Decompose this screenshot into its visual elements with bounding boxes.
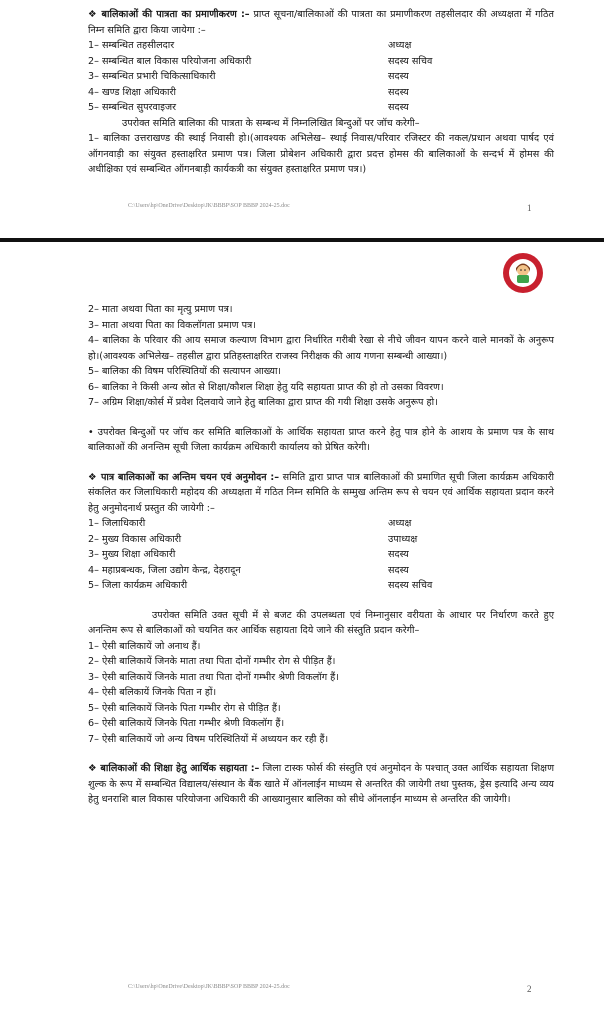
- document-page-2: [0, 242, 604, 1024]
- committee-role: सदस्य: [388, 102, 409, 113]
- forwarding-note: • उपरोक्त बिन्दुओं पर जॉच कर समिति बालिकाओं के आर्थिक सहायता प्राप्त करने हेतु पात्र होने के आशय के प्रमाण पत्र के साथ बालिकाओं की अनन्तिम सूची जिला कार्यक्रम अधिकारी कार्यालय को प्रेषित करेगी।: [88, 426, 554, 453]
- committee-row: [88, 547, 554, 563]
- tehsil-committee-list: [88, 38, 554, 116]
- committee-member: 3– मुख्य शिक्षा अधिकारी: [88, 549, 176, 560]
- financial-aid-section: [88, 761, 554, 808]
- committee-role: सदस्य: [388, 549, 409, 560]
- committee-member: 1– जिलाधिकारी: [88, 518, 146, 529]
- beti-bachao-logo-icon: [502, 252, 544, 294]
- committee-row: [88, 532, 554, 548]
- selection-intro: समिति द्वारा प्राप्त पात्र बालिकाओं की प्रमाणित सूची जिला कार्यक्रम अधिकारी संकलित कर जिलाधिकारी महोदय की अध्यक्षता में गठित निम्न समिति के सम्मुख अन्तिम रूप से चयन एवं आर्थिक सहायता प्रदान करने हेतु अनुमोदनार्थ प्रस्तुत की जायेगी :–: [88, 471, 554, 514]
- verification-point-1: 1– बालिका उत्तराखण्ड की स्थाई निवासी हो।(आवश्यक अभिलेख– स्थाई निवास/परिवार रजिस्टर की नकल/प्रधान अथवा पार्षद एवं ऑगनवाड़ी का संयुक्त हस्ताक्षरित प्रमाण पत्र। जिला प्रोबेशन अधिकारी द्वारा प्रदत्त होमस की बालिकाओं के सन्दर्भ में होमस की अधीक्षिका एवं सम्बन्धित ऑगनबाड़ी कार्यकत्री का संयुक्त हस्ताक्षरित प्रमाण पत्र।): [88, 133, 554, 175]
- footer-file-path: C:\Users\hp\OneDrive\Desktop\JK\BBBP\SOP BBBP 2024-25.doc: [128, 984, 290, 990]
- verification-points-list: [88, 302, 554, 411]
- priority-item: 5– ऐसी बालिकायें जिनके पिता गम्भीर रोग से पीड़ित हैं।: [88, 702, 281, 714]
- priority-item: 4– ऐसी बलिकायें जिनके पिता न हों।: [88, 687, 217, 698]
- committee-role: सदस्य सचिव: [388, 55, 433, 67]
- verification-intro: उपरोक्त समिति बालिका की पात्रता के सम्बन्ध में निम्नलिखित बिन्दुओं पर जॉच करेगी–: [122, 117, 420, 129]
- verification-point: 6– बालिका ने किसी अन्य स्रोत से शिक्षा/कौशल शिक्षा हेतु यदि सहायता प्राप्त की हो तो उसका विवरण।: [88, 381, 444, 393]
- committee-role: उपाध्यक्ष: [388, 533, 418, 545]
- committee-member: 5– सम्बन्धित सुपरवाइजर: [88, 102, 177, 113]
- committee-role: अध्यक्ष: [388, 518, 412, 529]
- committee-row: [88, 38, 554, 54]
- priority-list: [88, 639, 554, 748]
- selection-section: [88, 470, 554, 517]
- committee-row: [88, 69, 554, 85]
- footer-file-path: C:\Users\hp\OneDrive\Desktop\JK\BBBP\SOP BBBP 2024-25.doc: [128, 203, 290, 209]
- page-1-content: [88, 7, 554, 178]
- committee-row: [88, 563, 554, 579]
- committee-role: सदस्य सचिव: [388, 580, 433, 591]
- eligibility-intro: प्राप्त सूचना/बालिकाओं की पात्रता का प्रमाणीकरण तहसीलदार की अध्यक्षता में गठित निम्न समिति द्वारा किया जायेगा :–: [88, 9, 554, 36]
- page-number: 2: [527, 984, 532, 994]
- priority-item: 7– ऐसी बालिकायें जो अन्य विषम परिस्थितियों में अध्ययन कर रही हैं।: [88, 733, 329, 745]
- committee-member: 3– सम्बन्धित प्रभारी चिकित्साधिकारी: [88, 71, 216, 82]
- committee-member: 4– महाप्रबन्धक, जिला उद्योग केन्द्र, देहरादून: [88, 564, 241, 576]
- committee-role: सदस्य: [388, 86, 409, 98]
- committee-member: 2– मुख्य विकास अधिकारी: [88, 533, 182, 545]
- document-page-1: [0, 0, 604, 238]
- committee-member: 4– खण्ड शिक्षा अधिकारी: [88, 86, 176, 98]
- committee-member: 1– सम्बन्धित तहसीलदार: [88, 40, 175, 51]
- eligibility-section: [88, 7, 554, 38]
- verification-point: 5– बालिका की विषम परिस्थितियों की सत्यापन आख्या।: [88, 366, 282, 377]
- priority-item: 1– ऐसी बालिकायें जो अनाथ हैं।: [88, 640, 201, 652]
- priority-item: 3– ऐसी बालिकायें जिनके माता तथा पिता दोनों गम्भीर श्रेणी विकलॉग हैं।: [88, 671, 339, 683]
- committee-role: सदस्य: [388, 564, 409, 576]
- committee-member: 5– जिला कार्यक्रम अधिकारी: [88, 580, 188, 591]
- page-number: 1: [527, 203, 532, 213]
- selection-heading: ❖ पात्र बालिकाओं का अन्तिम चयन एवं अनुमोदन :–: [88, 471, 280, 483]
- committee-member: 2– सम्बन्धित बाल विकास परियोजना अधिकारी: [88, 55, 252, 67]
- priority-item: 2– ऐसी बालिकायें जिनके माता तथा पिता दोनों गम्भीर रोग से पीड़ित हैं।: [88, 656, 336, 667]
- committee-row: [88, 85, 554, 101]
- verification-point: 7– अग्रिम शिक्षा/कोर्स में प्रवेश दिलवाये जाने हेतु बालिका द्वारा प्राप्त की गयी शिक्षा उसके अनुरूप हो।: [88, 397, 438, 408]
- priority-item: 6– ऐसी बालिकायें जिनके पिता गम्भीर श्रेणी विकलॉग हैं।: [88, 718, 285, 729]
- district-committee-list: [88, 516, 554, 594]
- financial-aid-heading: ❖ बालिकाओं की शिक्षा हेतु आर्थिक सहायता :–: [88, 763, 260, 774]
- committee-row: [88, 100, 554, 116]
- verification-point: 2– माता अथवा पिता का मृत्यु प्रमाण पत्र।: [88, 304, 233, 315]
- page-2-content: [88, 302, 554, 808]
- verification-point: 4– बालिका के परिवार की आय समाज कल्याण विभाग द्वारा निर्धारित गरीबी रेखा से नीचे जीवन यापन करने वाले मानकों के अनुरूप हो।(आवश्यक अभिलेख– तहसील द्वारा प्रतिहस्ताक्षरित राजस्व निरीक्षक की आय गणना सम्बन्धी आख्या।): [88, 335, 554, 362]
- priority-intro: उपरोक्त समिति उक्त सूची में से बजट की उपलब्धता एवं निम्नानुसार वरीयता के आधार पर निर्धारण करते हुए अनन्तिम रूप से बालिकाओं को चयनित कर आर्थिक सहायता दिये जाने की संस्तुति प्रदान करेगी–: [88, 609, 554, 636]
- committee-role: अध्यक्ष: [388, 40, 412, 51]
- committee-row: [88, 516, 554, 532]
- financial-aid-text: जिला टास्क फोर्स की संस्तुति एवं अनुमोदन के पश्चात् उक्त आर्थिक सहायता शिक्षण शुल्क के रूप में सम्बन्धित विद्यालय/संस्थान के बैंक खाते में ऑनलाईन माध्यम से अन्तरित की जायेगी तथा पुस्तक, ड्रेस इत्यादि अन्य व्यय हेतु धनराशि बाल विकास परियोजना अधिकारी की आख्यानुसार बालिका को सीधे ऑनलाईन माध्यम से अन्तरित की जायेगी।: [88, 763, 555, 805]
- verification-point: 3– माता अथवा पिता का विकलॉगता प्रमाण पत्र।: [88, 319, 256, 331]
- committee-row: [88, 578, 554, 594]
- eligibility-heading: ❖ बालिकाओं की पात्रता का प्रमाणीकरण :–: [88, 9, 250, 20]
- committee-row: [88, 54, 554, 70]
- committee-role: सदस्य: [388, 71, 409, 82]
